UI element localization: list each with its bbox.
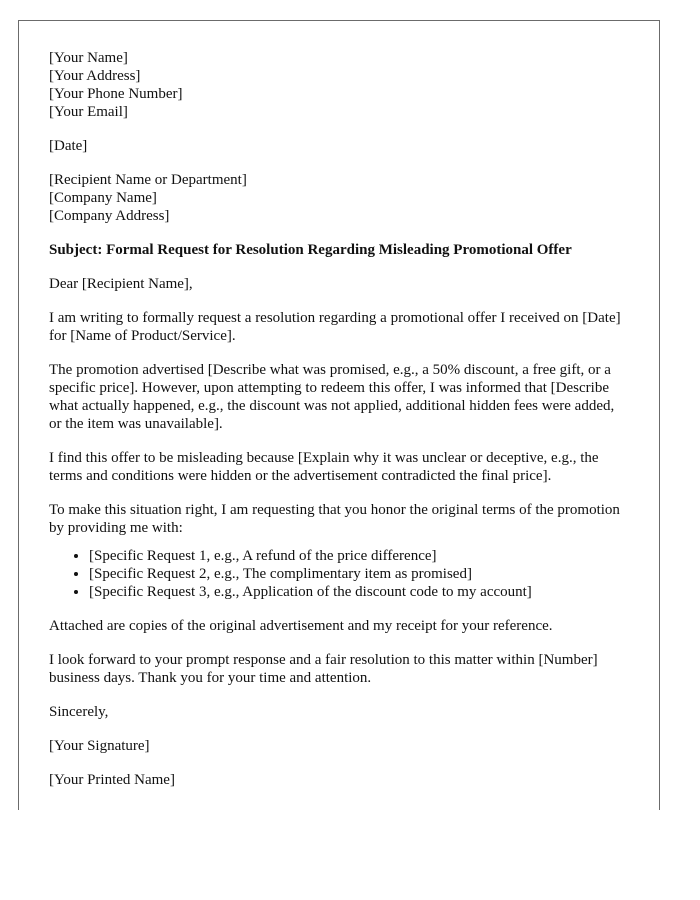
- letter-content: [49, 49, 629, 805]
- date-block: [49, 137, 629, 155]
- sender-email: [Your Email]: [49, 104, 128, 120]
- paragraph-followup: I look forward to your prompt response and a fair resolution to this matter within [Number] business days. Thank you for your time and attention.: [49, 652, 598, 686]
- request-item-1: • [Specific Request 1, e.g., A refund of the price difference]: [89, 547, 629, 565]
- sender-block: [49, 49, 629, 121]
- paragraph-misleading: I find this offer to be misleading because [Explain why it was unclear or deceptive, e.g., the terms and conditions were hidden or the advertisement contradicted the final price].: [49, 450, 599, 484]
- signature-placeholder: [Your Signature]: [49, 738, 150, 754]
- letter-date: [Date]: [49, 138, 88, 154]
- letter-page: [18, 20, 660, 810]
- paragraph-attachments: Attached are copies of the original advertisement and my receipt for your reference.: [49, 618, 553, 634]
- request-list: [49, 547, 629, 601]
- salutation: Dear [Recipient Name],: [49, 276, 193, 292]
- paragraph-intro: I am writing to formally request a resolution regarding a promotional offer I received on [Date] for [Name of Product/Service].: [49, 310, 621, 344]
- paragraph-request-intro: To make this situation right, I am requesting that you honor the original terms of the promotion by providing me with:: [49, 502, 620, 536]
- printed-name-placeholder: [Your Printed Name]: [49, 772, 175, 788]
- sender-phone: [Your Phone Number]: [49, 86, 183, 102]
- sender-address: [Your Address]: [49, 68, 141, 84]
- paragraph-promotion: The promotion advertised [Describe what was promised, e.g., a 50% discount, a free gift, or a specific price]. However, upon attempting to redeem this offer, I was informed that [Describe what actually happened, e.g., the discount was not applied, additional hidden fees were added, or the item was unavailable].: [49, 362, 615, 432]
- recipient-company-address: [Company Address]: [49, 208, 170, 224]
- recipient-block: [49, 171, 629, 225]
- valediction: Sincerely,: [49, 704, 109, 720]
- request-item-3: • [Specific Request 3, e.g., Application of the discount code to my account]: [89, 583, 629, 601]
- sender-name: [Your Name]: [49, 50, 128, 66]
- subject-line: Subject: Formal Request for Resolution Regarding Misleading Promotional Offer: [49, 242, 572, 258]
- recipient-company-name: [Company Name]: [49, 190, 157, 206]
- recipient-name: [Recipient Name or Department]: [49, 172, 247, 188]
- request-item-2: • [Specific Request 2, e.g., The complimentary item as promised]: [89, 565, 629, 583]
